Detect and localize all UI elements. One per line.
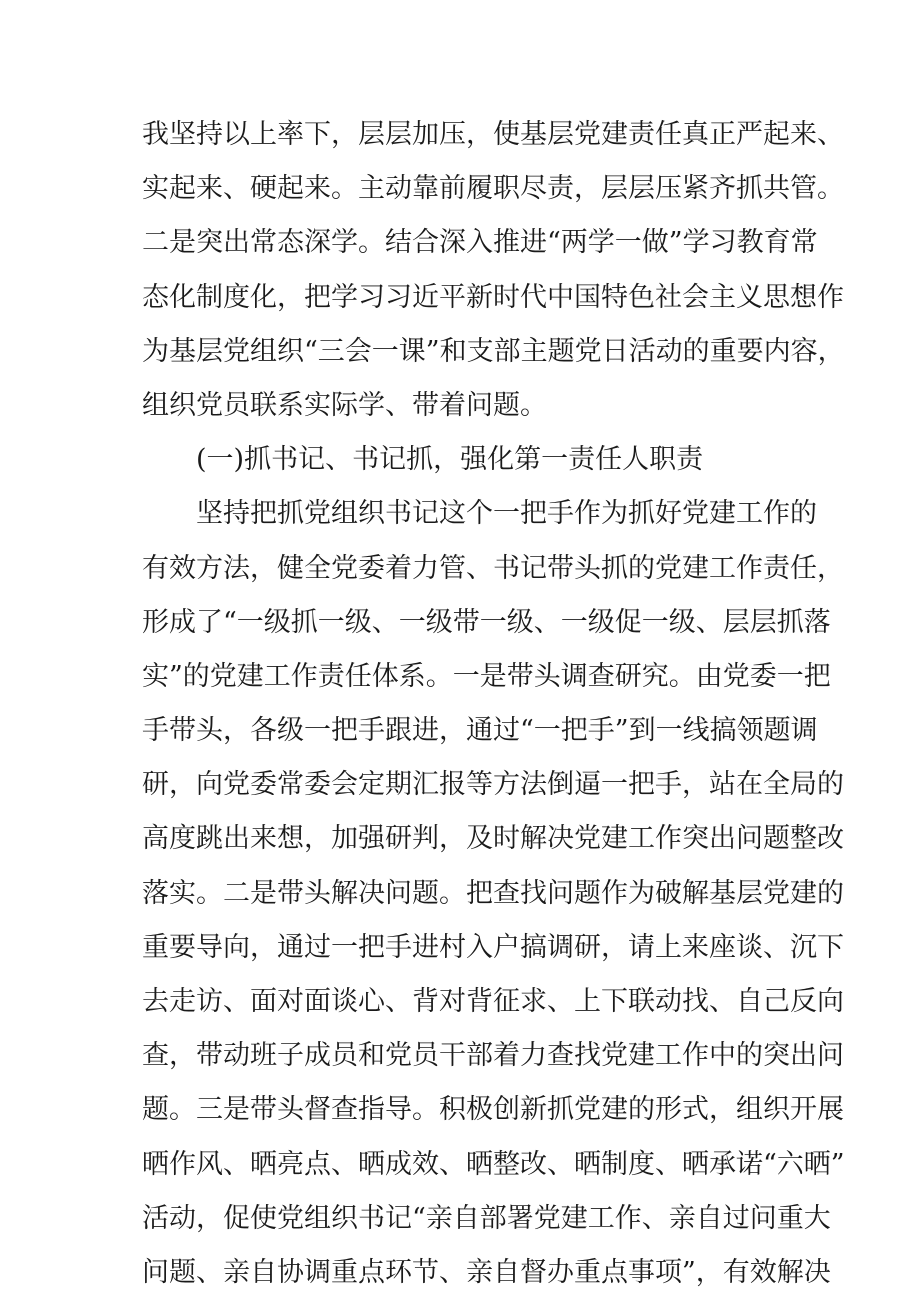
section-heading: (一)抓书记、书记抓，强化第一责任人职责 bbox=[196, 444, 704, 476]
text-line: 手带头，各级一把手跟进，通过“一把手”到一线搞领题调 bbox=[142, 715, 818, 747]
text-line: 重要导向，通过一把手进村入户搞调研，请上来座谈、沉下 bbox=[142, 931, 844, 963]
text-line: 态化制度化，把学习习近平新时代中国特色社会主义思想作 bbox=[142, 281, 844, 313]
text-line: 高度跳出来想，加强研判，及时解决党建工作突出问题整改 bbox=[142, 823, 844, 855]
paragraph-first-line: 坚持把抓党组织书记这个一把手作为抓好党建工作的 bbox=[196, 498, 817, 530]
text-line: 查，带动班子成员和党员干部着力查找党建工作中的突出问 bbox=[142, 1040, 844, 1072]
text-line: 我坚持以上率下，层层加压，使基层党建责任真正严起来、 bbox=[142, 119, 844, 150]
text-line: 为基层党组织“三会一课”和支部主题党日活动的重要内容， bbox=[142, 335, 845, 367]
text-line: 形成了“一级抓一级、一级带一级、一级促一级、层层抓落 bbox=[142, 606, 831, 638]
text-line: 题。三是带头督查指导。积极创新抓党建的形式，组织开展 bbox=[142, 1094, 844, 1126]
text-line: 落实。二是带头解决问题。把查找问题作为破解基层党建的 bbox=[142, 877, 844, 909]
text-line: 有效方法，健全党委着力管、书记带头抓的党建工作责任， bbox=[142, 552, 844, 584]
body-text bbox=[142, 108, 845, 1300]
text-line: 去走访、面对面谈心、背对背征求、上下联动找、自己反向 bbox=[142, 986, 844, 1017]
text-line: 实起来、硬起来。主动靠前履职尽责，层层压紧齐抓共管。 bbox=[142, 173, 844, 205]
text-line: 晒作风、晒亮点、晒成效、晒整改、晒制度、晒承诺“六晒” bbox=[142, 1148, 845, 1180]
text-line: 活动，促使党组织书记“亲自部署党建工作、亲自过问重大 bbox=[142, 1202, 831, 1234]
text-line: 问题、亲自协调重点环节、亲自督办重点事项”，有效解决 bbox=[142, 1256, 831, 1288]
text-line: 组织党员联系实际学、带着问题。 bbox=[142, 389, 547, 421]
text-line: 实”的党建工作责任体系。一是带头调查研究。由党委一把 bbox=[142, 660, 831, 692]
text-line: 研，向党委常委会定期汇报等方法倒逼一把手，站在全局的 bbox=[142, 769, 844, 801]
text-line: 二是突出常态深学。结合深入推进“两学一做”学习教育常 bbox=[142, 227, 818, 259]
